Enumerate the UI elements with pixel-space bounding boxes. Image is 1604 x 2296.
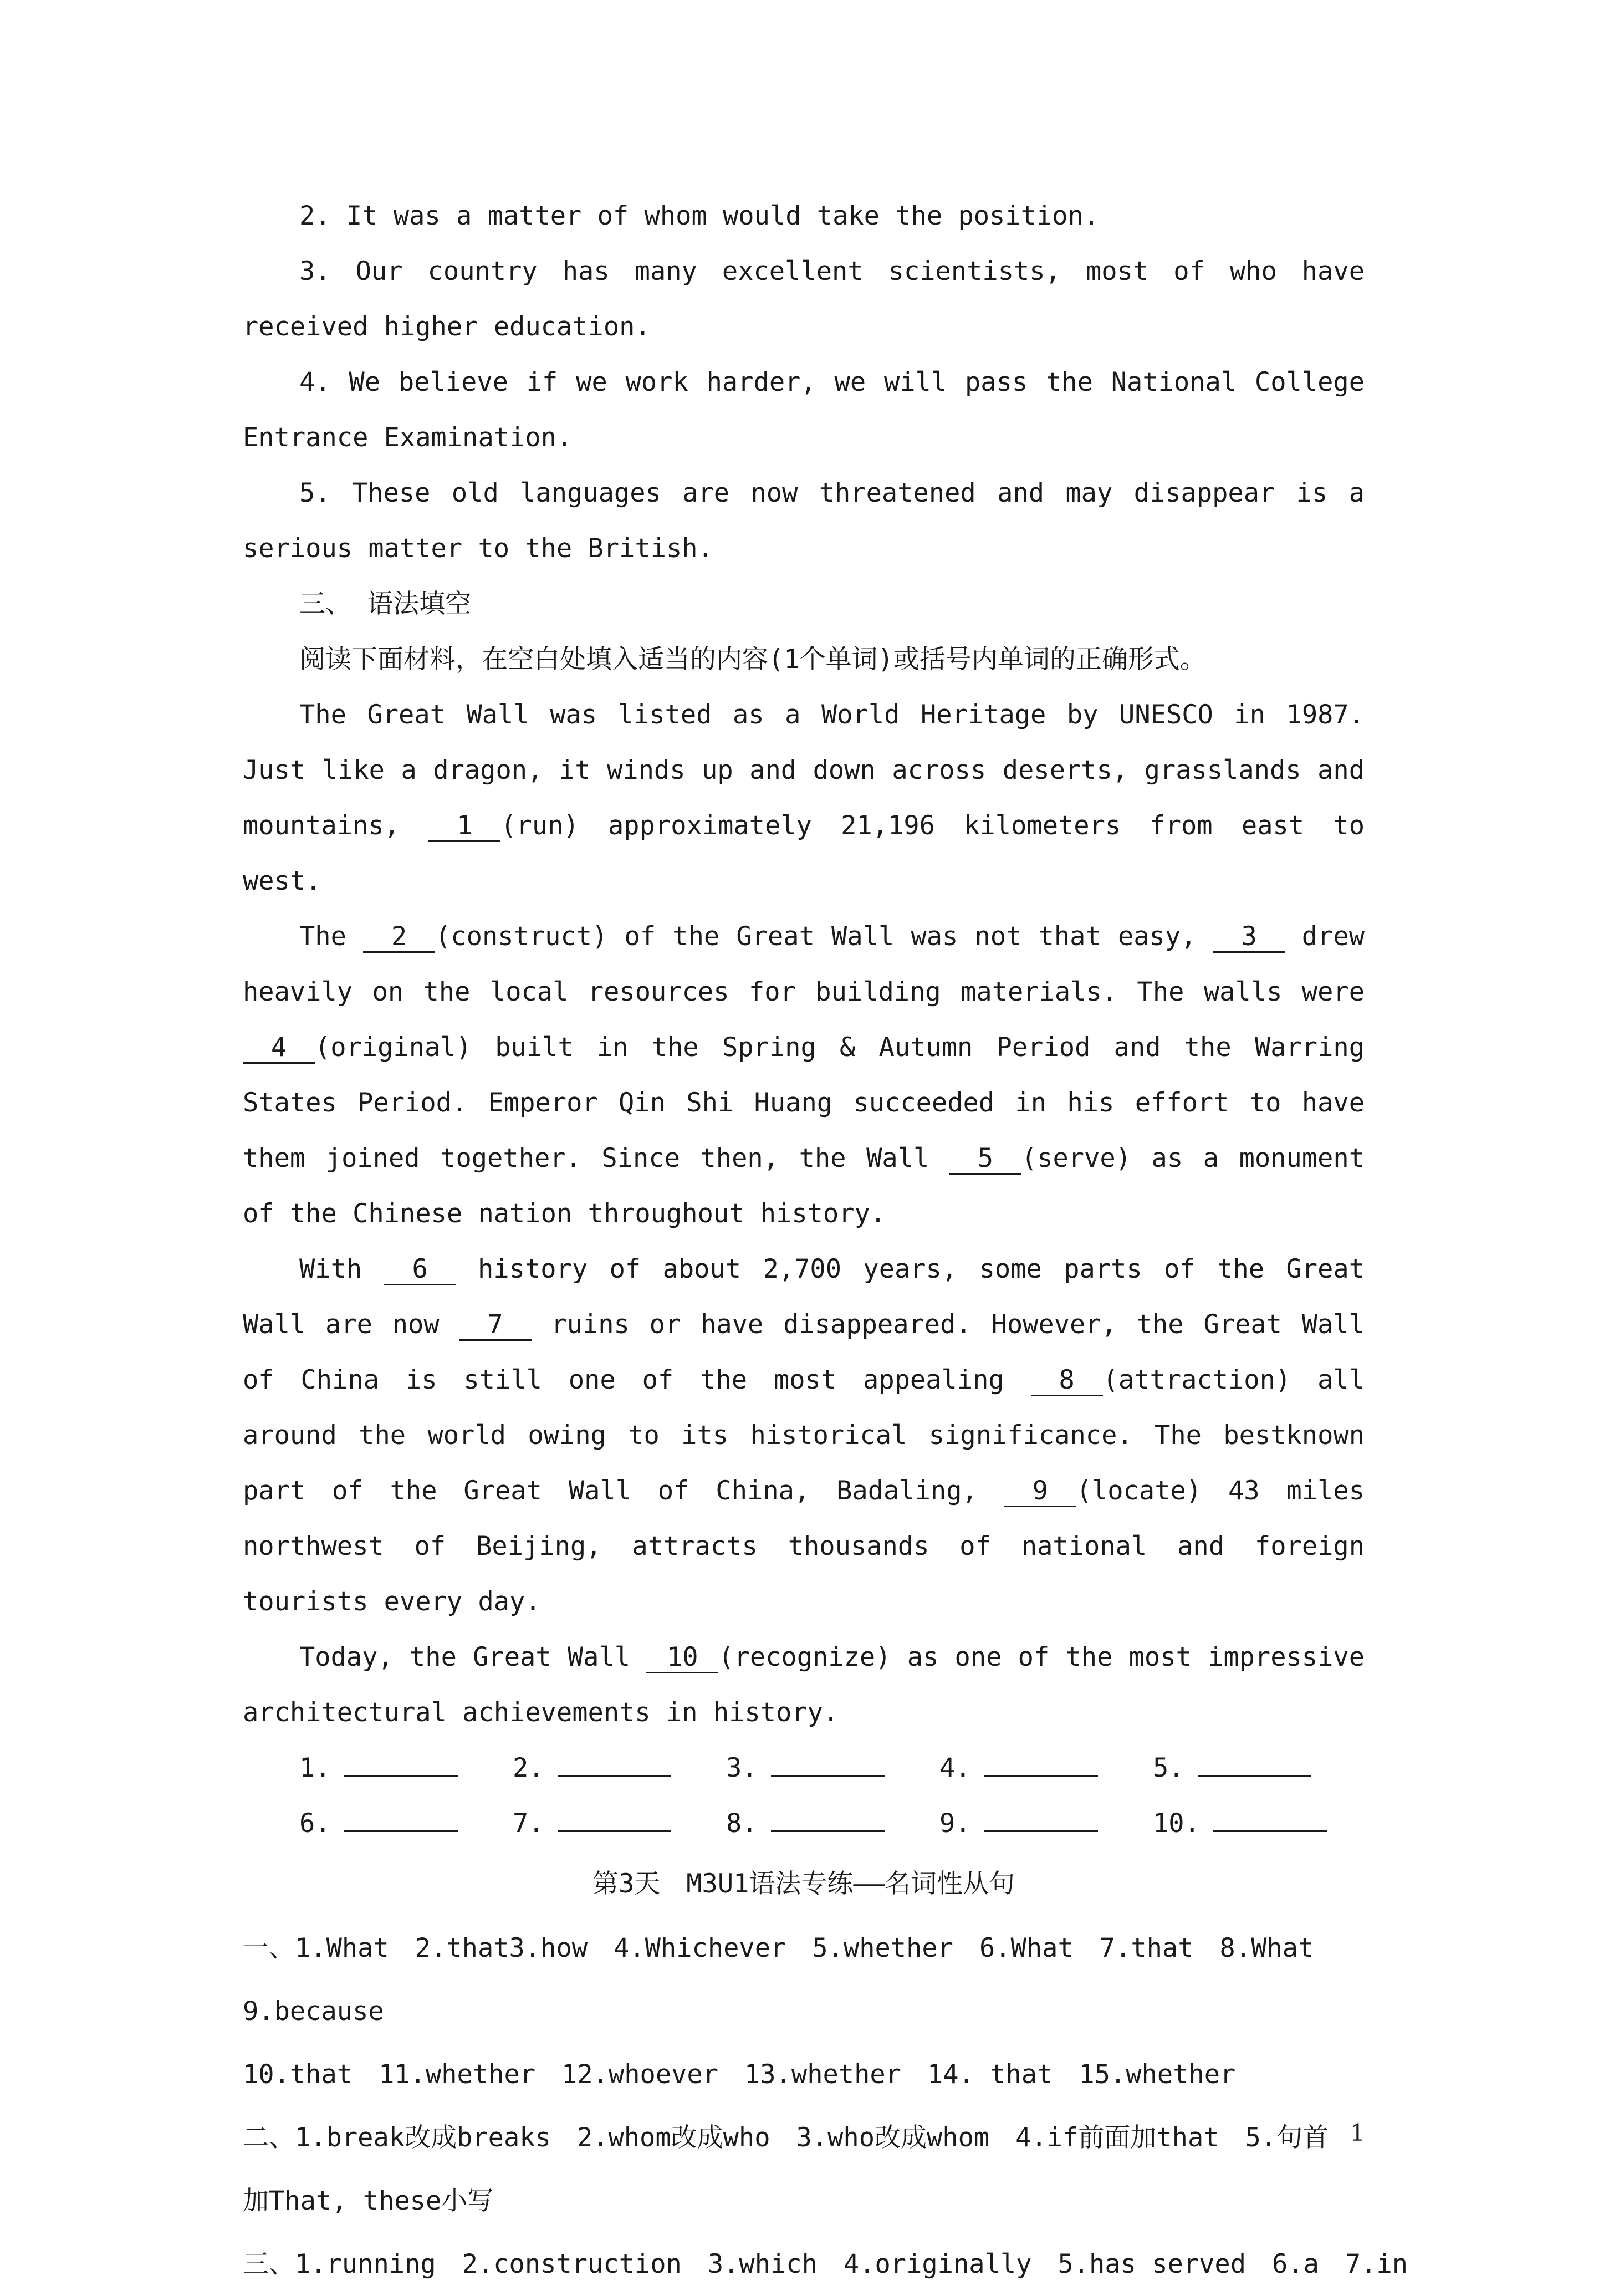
answer-slot-6[interactable] — [299, 1796, 513, 1851]
answer-line[interactable] — [771, 1775, 885, 1777]
answer-line[interactable] — [984, 1775, 1098, 1777]
blank-4: 4 — [243, 1033, 315, 1064]
passage-paragraph-4 — [243, 1630, 1365, 1741]
answer-label: 7. — [513, 1808, 544, 1839]
answer-label: 6. — [299, 1808, 331, 1839]
answer-line[interactable] — [558, 1830, 671, 1832]
blank-8: 8 — [1031, 1366, 1103, 1396]
passage-paragraph-1 — [243, 687, 1365, 909]
answer-key-line-1: 一、1.What 2.that3.how 4.Whichever 5.whether 6.What 7.that 8.What 9.because — [243, 1933, 1340, 2027]
text-run: (run) approximately 21,196 kilometers from east to west. — [243, 810, 1365, 896]
answer-line[interactable] — [984, 1830, 1098, 1832]
page-number: 1 — [1350, 2119, 1365, 2146]
section3-instruction: 阅读下面材料，在空白处填入适当的内容(1个单词)或括号内单词的正确形式。 — [299, 644, 1206, 675]
answer-line[interactable] — [344, 1775, 458, 1777]
text-run: (attraction) all around the world owing to its historical significance. The bestknown part of the Great Wall of China, Badaling, — [243, 1365, 1365, 1506]
text-run: With — [299, 1254, 384, 1284]
text-run: (construct) of the Great Wall was not that easy, — [435, 921, 1213, 952]
blank-5: 5 — [949, 1144, 1021, 1175]
text-run: The Great Wall was listed as a World Heritage by UNESCO in 1987. Just like a dragon, it winds up and down across deserts, grasslands and mountains, — [243, 700, 1365, 841]
answer-slot-7[interactable] — [513, 1796, 726, 1851]
text-run: history of about 2,700 years, some parts of the Great Wall are now — [243, 1254, 1365, 1340]
answer-slot-3[interactable] — [726, 1741, 939, 1796]
answer-label: 1. — [299, 1753, 331, 1783]
blank-1: 1 — [428, 812, 500, 842]
page-content — [243, 188, 1408, 2296]
answer-slot-10[interactable] — [1153, 1796, 1366, 1851]
answer-key-line-4: 加That, these小写 — [243, 2186, 494, 2216]
blank-2: 2 — [363, 922, 435, 953]
text-run: (original) built in the Spring & Autumn Period and the Warring States Period. Emperor Qin Shi Huang succeeded in his effort to have them joined together. Since then, the Wall — [243, 1032, 1365, 1173]
text-run: drew heavily on the local resources for building materials. The walls were — [243, 921, 1365, 1007]
item-4: 4. We believe if we work harder, we will pass the National College Entrance Examination. — [243, 367, 1365, 453]
answer-slot-8[interactable] — [726, 1796, 939, 1851]
item-2: 2. It was a matter of whom would take the position. — [299, 201, 1100, 231]
item-3: 3. Our country has many excellent scientists, most of who have received higher education. — [243, 256, 1365, 342]
item-5: 5. These old languages are now threatened and may disappear is a serious matter to the British. — [243, 478, 1365, 564]
answer-label: 3. — [726, 1753, 758, 1783]
answer-key — [243, 1917, 1412, 2296]
text-run: The — [299, 921, 364, 952]
answer-key-line-5: 三、1.running 2.construction 3.which 4.originally 5.has served 6.a 7.in — [243, 2249, 1408, 2279]
text-run: (recognize) as one of the most impressive architectural achievements in history. — [243, 1642, 1365, 1728]
blank-3: 3 — [1213, 922, 1285, 953]
answer-line[interactable] — [558, 1775, 671, 1777]
answer-key-line-3: 二、1.break改成breaks 2.whom改成who 3.who改成whom 4.if前面加that 5.句首 — [243, 2122, 1329, 2153]
blank-9: 9 — [1004, 1477, 1076, 1507]
blank-7: 7 — [459, 1310, 532, 1341]
text-run: ruins or have disappeared. However, the Great Wall of China is still one of the most appealing — [243, 1309, 1365, 1395]
text-run: Today, the Great Wall — [299, 1642, 647, 1672]
answer-slot-9[interactable] — [939, 1796, 1153, 1851]
passage-paragraph-2 — [243, 909, 1365, 1242]
answer-label: 8. — [726, 1808, 758, 1839]
answer-label: 9. — [939, 1808, 971, 1839]
answer-slot-1[interactable] — [299, 1741, 513, 1796]
passage-paragraph-3 — [243, 1242, 1365, 1630]
answer-key-title: 第3天 M3U1语法专练——名词性从句 — [592, 1869, 1015, 1899]
answer-label: 4. — [939, 1753, 971, 1783]
text-run: (serve) as a monument of the Chinese nation throughout history. — [243, 1143, 1365, 1229]
answer-label: 10. — [1153, 1808, 1200, 1839]
blank-10: 10 — [646, 1643, 718, 1673]
answer-key-line-2: 10.that 11.whether 12.whoever 13.whether 14. that 15.whether — [243, 2059, 1236, 2090]
answer-line[interactable] — [771, 1830, 885, 1832]
answer-blanks-grid — [243, 1741, 1365, 1851]
answer-line[interactable] — [1213, 1830, 1327, 1832]
answer-line[interactable] — [1198, 1775, 1311, 1777]
answer-slot-2[interactable] — [513, 1741, 726, 1796]
section3-heading: 三、 语法填空 — [299, 589, 472, 619]
answer-slot-5[interactable] — [1153, 1741, 1366, 1796]
answer-slot-4[interactable] — [939, 1741, 1153, 1796]
answer-label: 5. — [1153, 1753, 1184, 1783]
text-run: (locate) 43 miles northwest of Beijing, attracts thousands of national and foreign tourists every day. — [243, 1476, 1365, 1617]
answer-line[interactable] — [344, 1830, 458, 1832]
blank-6: 6 — [384, 1255, 456, 1285]
answer-label: 2. — [513, 1753, 544, 1783]
